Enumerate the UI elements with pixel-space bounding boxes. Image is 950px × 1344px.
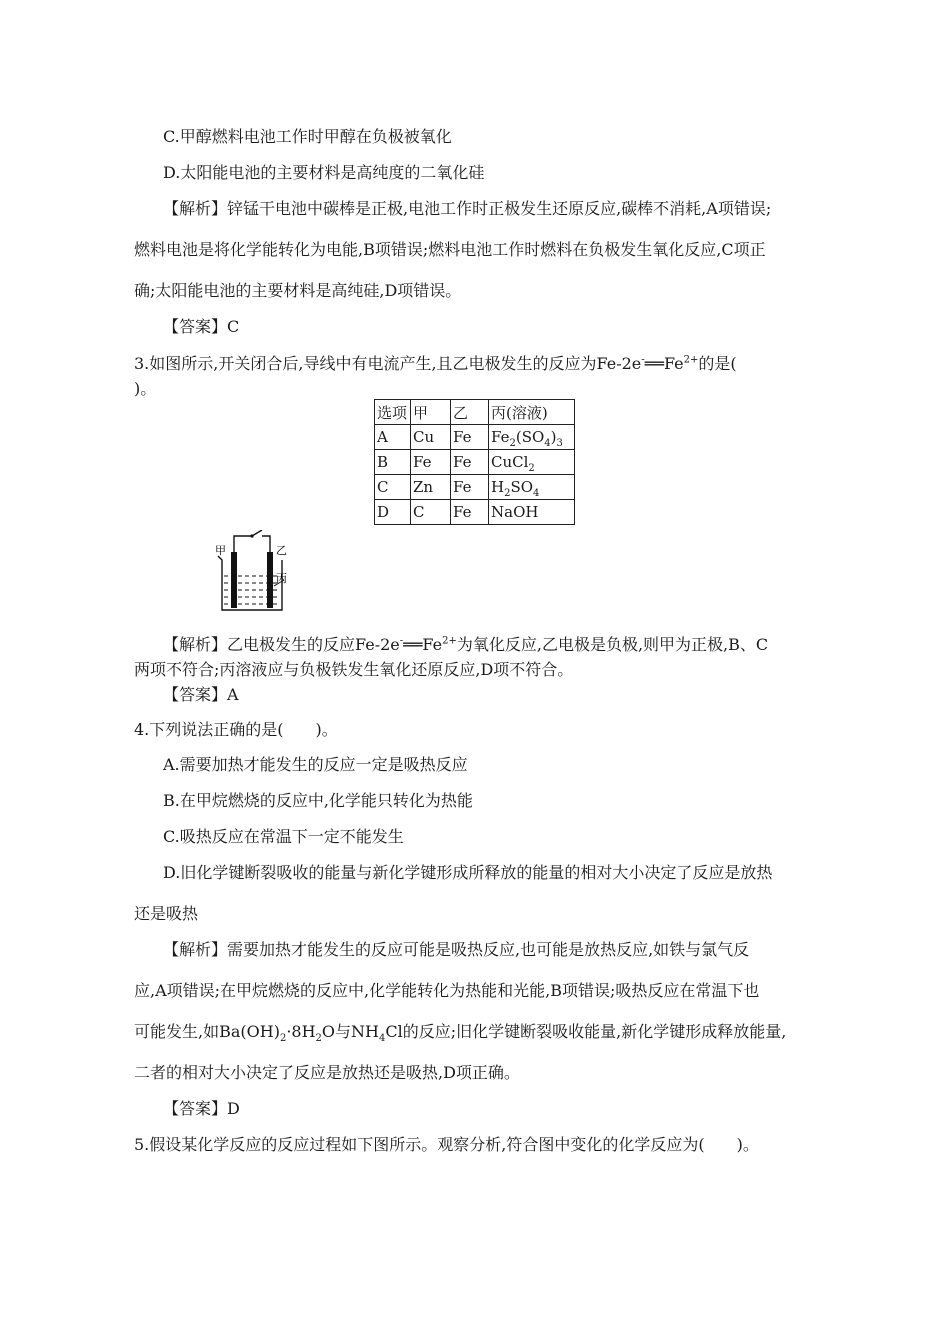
q4-analysis-text-a: 可能发生,如Ba(OH) (134, 1022, 280, 1041)
formula-subscript: 4 (544, 438, 551, 449)
q4-analysis-line4: 二者的相对大小决定了反应是放热还是吸热,D项正确。 (134, 1063, 520, 1082)
q4-analysis-text-d: Cl的反应;旧化学键断裂吸收能量,新化学键形成释放能量, (385, 1022, 787, 1041)
q4-option-a: A.需要加热才能发生的反应一定是吸热反应 (163, 755, 468, 774)
q3-stem-text-b: 的是( (698, 354, 737, 373)
table-cell-yi: Fe (451, 425, 489, 450)
formula-part: SO (510, 478, 534, 496)
table-cell-bing (489, 475, 575, 500)
q3-analysis-line1 (163, 634, 768, 656)
q3-analysis-text-b: 为氧化反应,乙电极是负极,则甲为正极,B、C (456, 635, 769, 654)
electrode-yi (267, 552, 273, 608)
q4-analysis-line1: 【解析】需要加热才能发生的反应可能是吸热反应,也可能是放热反应,如铁与氯气反 (163, 940, 750, 959)
table-header-cell: 甲 (411, 400, 451, 425)
q3-analysis-line2: 两项不符合;丙溶液应与负极铁发生氧化还原反应,D项不符合。 (134, 660, 574, 679)
table-row (375, 425, 575, 450)
table-row (375, 450, 575, 475)
q3-analysis-text-a: 【解析】乙电极发生的反应Fe-2e (163, 635, 400, 654)
formula-subscript: 2 (528, 463, 535, 474)
q4-stem: 4.下列说法正确的是( )。 (134, 720, 338, 739)
q2-option-c: C.甲醇燃料电池工作时甲醇在负极被氧化 (163, 127, 452, 146)
table-row (375, 500, 575, 525)
q3-stem-line2: )。 (134, 379, 157, 398)
q4-option-c: C.吸热反应在常温下一定不能发生 (163, 827, 404, 846)
q3-analysis-superscript-2plus: 2+ (442, 635, 457, 647)
label-yi: 乙 (276, 544, 287, 557)
formula-part: CuCl (491, 453, 529, 471)
q3-answer: 【答案】A (163, 685, 239, 704)
formula-part: (SO (515, 428, 545, 446)
q2-analysis-line2: 燃料电池是将化学能转化为电能,B项错误;燃料电池工作时燃料在负极发生氧化反应,C项正 (134, 240, 766, 259)
electrochemical-cell-diagram (212, 530, 292, 615)
q3-stem-fe: Fe (663, 354, 684, 373)
q3-options-table (374, 399, 575, 525)
q5-stem: 5.假设某化学反应的反应过程如下图所示。观察分析,符合图中变化的化学反应为( )。 (134, 1135, 759, 1154)
table-cell-yi: Fe (451, 500, 489, 525)
table-cell-option: A (375, 425, 411, 450)
wire-left (234, 536, 252, 554)
table-header-cell: 选项 (375, 400, 411, 425)
formula-part: ) (550, 428, 557, 446)
q3-stem-text-a: 3.如图所示,开关闭合后,导线中有电流产生,且乙电极发生的反应为Fe-2e (134, 354, 642, 373)
q4-analysis-text-c: O与NH (321, 1022, 379, 1041)
label-jia: 甲 (215, 544, 226, 557)
formula-subscript: 2 (504, 488, 511, 499)
q4-option-d-line1: D.旧化学键断裂吸收的能量与新化学键形成所释放的能量的相对大小决定了反应是放热 (163, 863, 773, 882)
q4-option-b: B.在甲烷燃烧的反应中,化学能只转化为热能 (163, 791, 473, 810)
table-header-cell: 丙(溶液) (489, 400, 575, 425)
table-cell-bing: NaOH (489, 500, 575, 525)
table-header-row (375, 400, 575, 425)
formula-subscript: 2 (509, 438, 516, 449)
electrode-jia (231, 552, 237, 608)
q4-answer: 【答案】D (163, 1099, 240, 1118)
table-cell-jia: C (411, 500, 451, 525)
q3-stem-superscript-minus: - (641, 354, 645, 366)
switch-blade (252, 530, 262, 536)
q2-analysis-line3: 确;太阳能电池的主要材料是高纯硅,D项错误。 (134, 281, 462, 300)
table-cell-yi: Fe (451, 450, 489, 475)
q2-answer: 【答案】C (163, 317, 240, 336)
label-bing: 丙 (276, 572, 287, 585)
table-cell-jia: Fe (411, 450, 451, 475)
formula-part: Fe (491, 428, 510, 446)
formula-subscript: 2 (279, 1033, 287, 1045)
table-header-cell: 乙 (451, 400, 489, 425)
q3-analysis-superscript-minus: - (399, 635, 404, 647)
q3-stem-superscript-2plus: 2+ (683, 354, 699, 366)
q4-analysis-text-b: ·8H (286, 1022, 316, 1041)
switch-pivot (250, 534, 253, 537)
table-cell-bing (489, 425, 575, 450)
table-cell-jia: Cu (411, 425, 451, 450)
table-cell-option: C (375, 475, 411, 500)
q2-analysis-line1: 【解析】锌锰干电池中碳棒是正极,电池工作时正极发生还原反应,碳棒不消耗,A项错误; (163, 199, 772, 218)
table-cell-bing (489, 450, 575, 475)
formula-part: H (491, 478, 505, 496)
wire-right (262, 536, 270, 554)
formula-subscript: 4 (533, 488, 540, 499)
q4-analysis-line3 (134, 1021, 786, 1043)
formula-subscript: 4 (379, 1033, 386, 1045)
q4-option-d-line2: 还是吸热 (134, 904, 199, 923)
table-cell-option: D (375, 500, 411, 525)
table-row (375, 475, 575, 500)
table-cell-jia: Zn (411, 475, 451, 500)
q3-analysis-equals-sign: ══ (403, 635, 423, 654)
table-cell-yi: Fe (451, 475, 489, 500)
q3-stem-line1 (134, 353, 737, 375)
table-cell-option: B (375, 450, 411, 475)
q2-option-d: D.太阳能电池的主要材料是高纯度的二氧化硅 (163, 163, 485, 182)
formula-subscript: 3 (556, 438, 563, 449)
q3-stem-equals-sign: ══ (644, 354, 664, 373)
q4-analysis-line2: 应,A项错误;在甲烷燃烧的反应中,化学能转化为热能和光能,B项错误;吸热反应在常温下也 (134, 981, 760, 1000)
formula-subscript: 2 (315, 1033, 322, 1045)
q3-analysis-fe: Fe (422, 635, 443, 654)
